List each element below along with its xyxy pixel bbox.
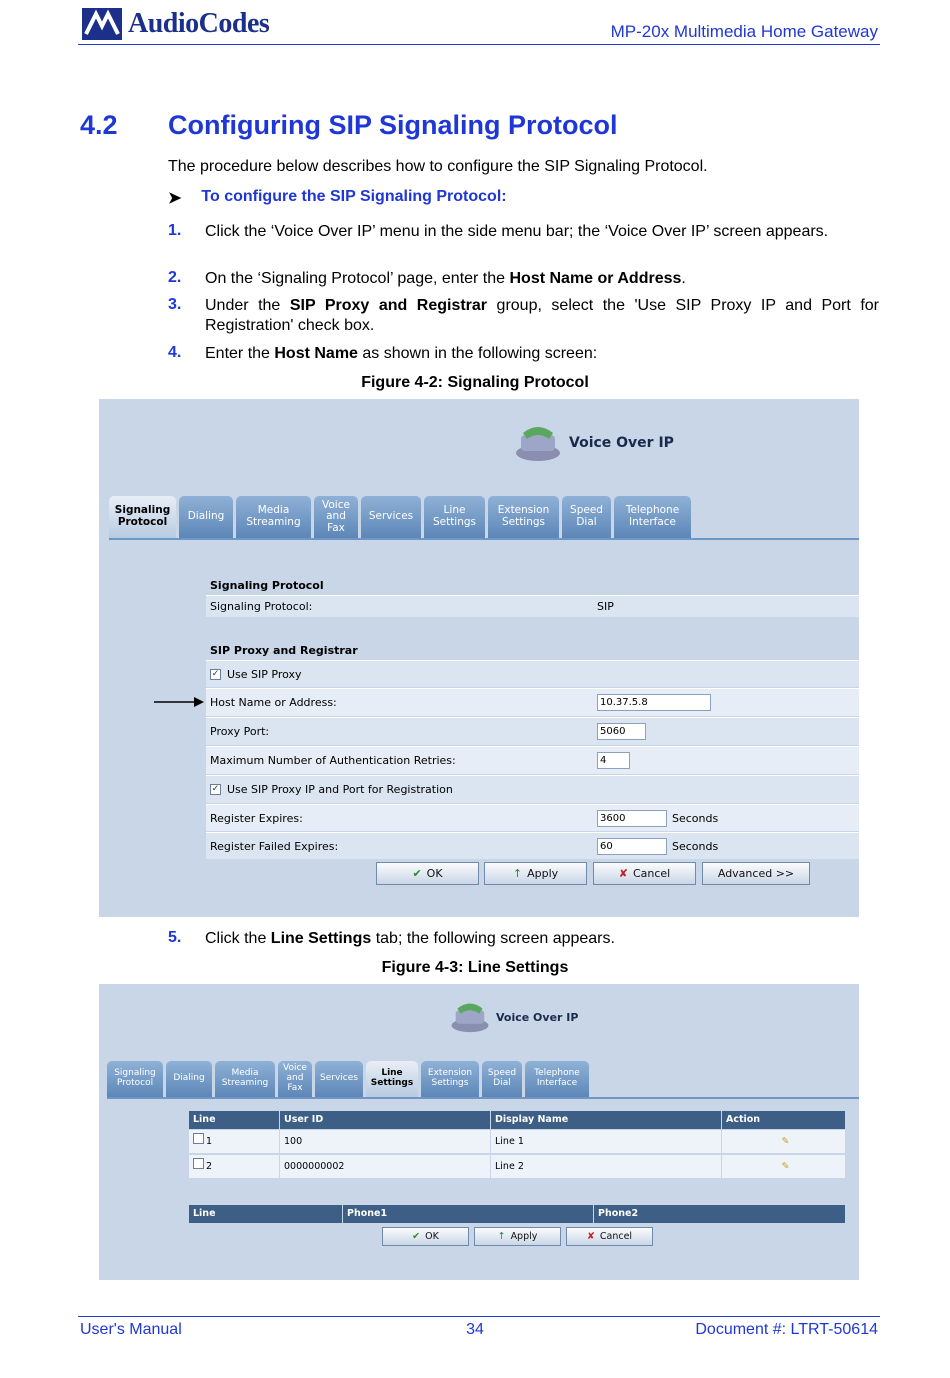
edit-pencil-icon[interactable]: ✎ — [781, 1136, 790, 1147]
seconds-unit: Seconds — [672, 811, 719, 825]
register-expires-label: Register Expires: — [210, 811, 303, 825]
cancel-button[interactable]: ✘ Cancel — [593, 862, 696, 885]
section-title: Configuring SIP Signaling Protocol — [168, 110, 618, 140]
proxy-port-row — [206, 717, 859, 745]
tab-line-settings[interactable]: Line Settings — [366, 1061, 418, 1097]
table-header: User ID — [280, 1111, 490, 1129]
table-cell: 2 — [189, 1154, 279, 1178]
pointer-arrow-icon — [154, 695, 206, 709]
tab-bar — [107, 1061, 589, 1097]
table-cell: Line 1 — [491, 1129, 721, 1153]
auth-retries-row — [206, 746, 859, 774]
table-header: Phone2 — [594, 1205, 845, 1223]
procedure-title — [168, 188, 507, 208]
x-icon: ✘ — [618, 867, 628, 880]
cancel-button[interactable]: ✘ Cancel — [566, 1227, 653, 1246]
check-icon: ✔ — [412, 867, 422, 880]
tab-dialing[interactable]: Dialing — [179, 496, 233, 538]
tab-services[interactable]: Services — [315, 1061, 363, 1097]
tab-voice-and-fax[interactable]: Voice and Fax — [278, 1061, 312, 1097]
tab-speed-dial[interactable]: Speed Dial — [482, 1061, 522, 1097]
table-header: Phone1 — [343, 1205, 593, 1223]
step-text: Under the SIP Proxy and Registrar group, select the 'Use SIP Proxy IP and Port for Registration' check box. — [205, 297, 879, 334]
voip-title: Voice Over IP — [496, 1010, 579, 1024]
signaling-form — [206, 574, 859, 894]
line-settings-screenshot — [99, 984, 859, 1280]
step-text: On the ‘Signaling Protocol’ page, enter the Host Name or Address. — [205, 270, 686, 287]
phone-icon — [449, 1000, 491, 1034]
table-header: Display Name — [491, 1111, 721, 1129]
seconds-unit: Seconds — [672, 839, 719, 853]
voip-header — [513, 423, 674, 463]
step-number: 3. — [168, 296, 182, 313]
document-title: MP-20x Multimedia Home Gateway — [610, 22, 878, 41]
signaling-protocol-row — [206, 595, 859, 617]
tab-line-settings[interactable]: Line Settings — [424, 496, 485, 538]
proxy-port-label: Proxy Port: — [210, 725, 270, 738]
advanced-button[interactable]: Advanced >> — [702, 862, 810, 885]
edit-action — [722, 1154, 845, 1178]
apply-button[interactable]: ↑ Apply — [474, 1227, 561, 1246]
figure-caption: Figure 4-2: Signaling Protocol — [361, 374, 589, 391]
apply-arrow-icon: ↑ — [497, 1231, 506, 1242]
intro-paragraph: The procedure below describes how to configure the SIP Signaling Protocol. — [168, 158, 708, 175]
tab-signaling-protocol[interactable]: Signaling Protocol — [109, 496, 176, 538]
table-cell: 100 — [280, 1129, 490, 1153]
x-icon: ✘ — [586, 1231, 595, 1242]
tab-underline — [109, 538, 859, 540]
use-sip-proxy-label: Use SIP Proxy — [227, 667, 302, 681]
tab-extension-settings[interactable]: Extension Settings — [421, 1061, 479, 1097]
tab-speed-dial[interactable]: Speed Dial — [562, 496, 611, 538]
table-header: Line — [189, 1205, 342, 1223]
table-cell: Line 2 — [491, 1154, 721, 1178]
register-expires-row — [206, 804, 859, 831]
group-title-signaling: Signaling Protocol — [210, 578, 324, 592]
voip-title: Voice Over IP — [569, 435, 674, 451]
use-for-registration-checkbox[interactable]: ✓ — [211, 784, 220, 794]
tab-dialing[interactable]: Dialing — [166, 1061, 212, 1097]
step-number: 2. — [168, 269, 182, 286]
edit-action — [722, 1129, 845, 1153]
table-header: Line — [189, 1111, 279, 1129]
signaling-protocol-screenshot — [99, 399, 859, 917]
tab-extension-settings[interactable]: Extension Settings — [488, 496, 559, 538]
host-name-input[interactable]: 10.37.5.8 — [597, 694, 711, 711]
proxy-port-input[interactable]: 5060 — [597, 723, 646, 740]
page-number: 34 — [466, 1321, 484, 1338]
group-title-proxy: SIP Proxy and Registrar — [210, 643, 358, 657]
use-for-registration-row — [206, 775, 859, 803]
line-checkbox[interactable] — [193, 1133, 204, 1144]
arrow-bullet-icon: ➤ — [168, 190, 182, 207]
step-text: Click the ‘Voice Over IP’ menu in the side menu bar; the ‘Voice Over IP’ screen appears. — [205, 223, 829, 240]
tab-media-streaming[interactable]: Media Streaming — [215, 1061, 275, 1097]
section-number: 4.2 — [80, 110, 118, 140]
register-expires-input[interactable]: 3600 — [597, 810, 667, 827]
register-failed-input[interactable]: 60 — [597, 838, 667, 855]
tab-telephone-interface[interactable]: Telephone Interface — [614, 496, 691, 538]
figure-caption: Figure 4-3: Line Settings — [381, 959, 569, 976]
tab-underline — [107, 1097, 859, 1099]
check-icon: ✔ — [412, 1231, 421, 1242]
signaling-protocol-label: Signaling Protocol: — [210, 600, 313, 613]
lines-table — [189, 1111, 845, 1181]
line-checkbox[interactable] — [193, 1158, 204, 1169]
table-header: Action — [722, 1111, 845, 1129]
apply-arrow-icon: ↑ — [512, 867, 523, 880]
host-name-label: Host Name or Address: — [210, 696, 337, 709]
tab-services[interactable]: Services — [361, 496, 421, 538]
step-text: Click the Line Settings tab; the following screen appears. — [205, 930, 615, 947]
use-sip-proxy-checkbox[interactable]: ✓ — [211, 668, 220, 679]
step-number: 4. — [168, 344, 182, 361]
phones-table — [189, 1205, 845, 1223]
voip-header — [449, 1000, 578, 1034]
phone-icon — [513, 423, 563, 463]
tab-voice-and-fax[interactable]: Voice and Fax — [314, 496, 358, 538]
tab-media-streaming[interactable]: Media Streaming — [236, 496, 311, 538]
edit-pencil-icon[interactable]: ✎ — [781, 1161, 790, 1172]
audiocodes-logo-icon — [82, 8, 122, 40]
footer-rule — [78, 1316, 880, 1317]
footer-right: Document #: LTRT-50614 — [695, 1321, 878, 1338]
header-rule — [78, 44, 880, 45]
auth-retries-input[interactable]: 4 — [597, 752, 630, 769]
procedure-title-text: To configure the SIP Signaling Protocol: — [201, 188, 507, 205]
tab-bar — [109, 496, 691, 538]
host-name-row — [206, 688, 859, 716]
ok-button[interactable]: ✔ OK — [382, 1227, 469, 1246]
step-text: Enter the Host Name as shown in the following screen: — [205, 345, 598, 362]
step-number: 1. — [168, 222, 182, 239]
table-cell: 0000000002 — [280, 1154, 490, 1178]
auth-retries-label: Maximum Number of Authentication Retries: — [210, 754, 456, 767]
apply-button[interactable]: ↑ Apply — [484, 862, 587, 885]
tab-telephone-interface[interactable]: Telephone Interface — [525, 1061, 589, 1097]
signaling-protocol-value: SIP — [597, 600, 614, 613]
audiocodes-logo — [82, 8, 269, 40]
register-failed-row — [206, 832, 859, 859]
footer-left: User's Manual — [80, 1321, 182, 1338]
tab-signaling-protocol[interactable]: Signaling Protocol — [107, 1061, 163, 1097]
step-number: 5. — [168, 929, 182, 946]
use-sip-proxy-row — [206, 660, 859, 687]
ok-button[interactable]: ✔ OK — [376, 862, 479, 885]
table-cell: 1 — [189, 1129, 279, 1153]
use-for-registration-label: Use SIP Proxy IP and Port for Registration — [227, 783, 453, 796]
brand-name: AudioCodes — [128, 8, 270, 39]
register-failed-label: Register Failed Expires: — [210, 839, 339, 853]
